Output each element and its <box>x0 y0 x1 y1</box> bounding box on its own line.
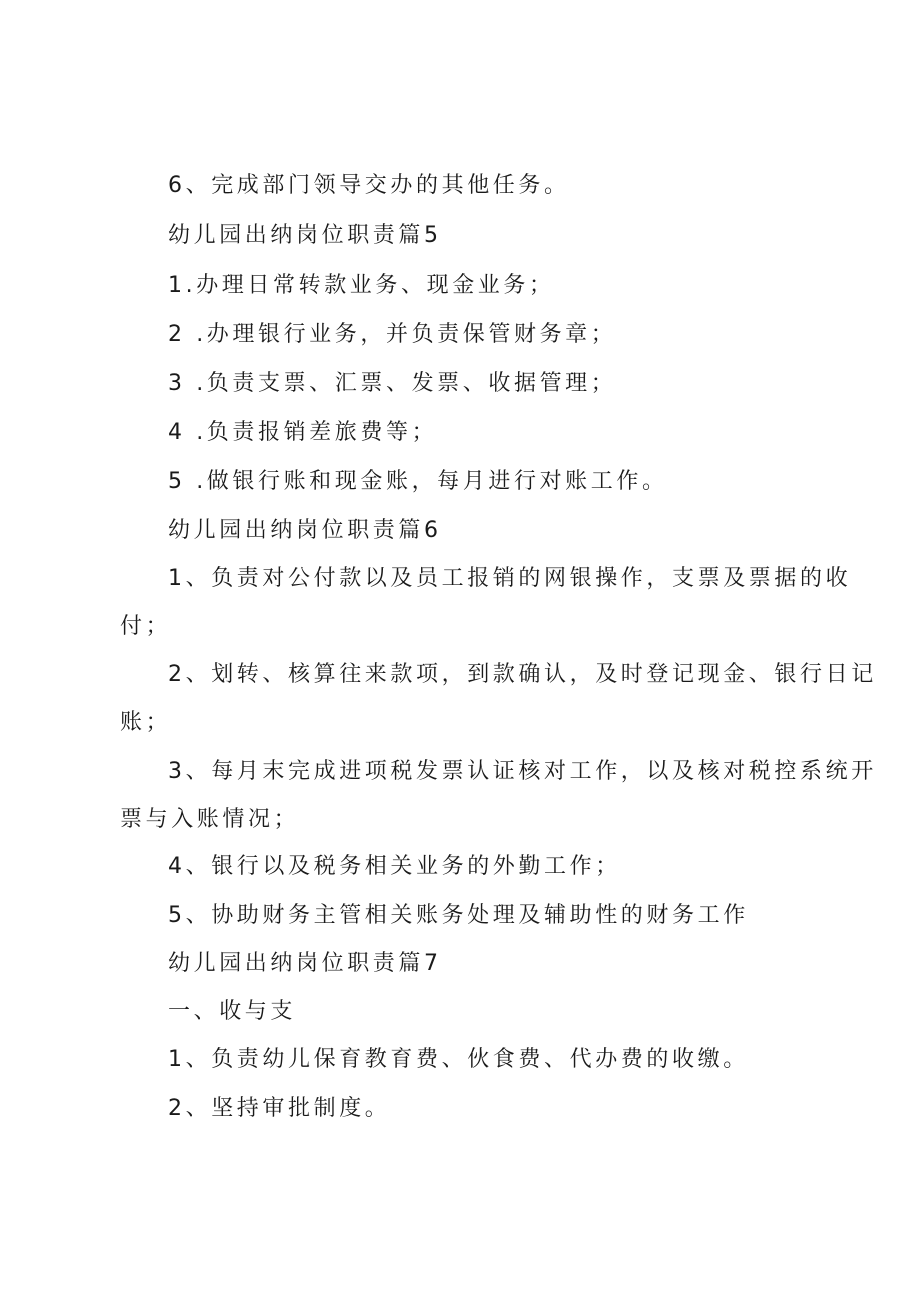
section-heading: 幼儿园出纳岗位职责篇5 <box>168 223 442 248</box>
paragraph-line: 5、协助财务主管相关账务处理及辅助性的财务工作 <box>168 903 749 928</box>
paragraph-line: 3 .负责支票、汇票、发票、收据管理； <box>168 371 617 396</box>
paragraph-line: 2、坚持审批制度。 <box>168 1096 391 1121</box>
paragraph-line: 1、负责幼儿保育教育费、伙食费、代办费的收缴。 <box>168 1047 749 1072</box>
paragraph-line-continued: 付； <box>120 614 172 639</box>
subsection-heading: 一、收与支 <box>168 999 297 1024</box>
paragraph-line: 6、完成部门领导交办的其他任务。 <box>168 173 570 198</box>
paragraph-line-continued: 票与入账情况； <box>120 807 300 832</box>
paragraph-line: 2 .办理银行业务，并负责保管财务章； <box>168 322 617 347</box>
paragraph-line-continued: 账； <box>120 710 172 735</box>
paragraph-line: 5 .做银行账和现金账，每月进行对账工作。 <box>168 469 668 494</box>
paragraph-line: 3、每月末完成进项税发票认证核对工作，以及核对税控系统开 <box>168 759 877 784</box>
paragraph-line: 1.办理日常转款业务、现金业务； <box>168 273 555 298</box>
section-heading: 幼儿园出纳岗位职责篇7 <box>168 951 442 976</box>
paragraph-line: 2、划转、核算往来款项，到款确认，及时登记现金、银行日记 <box>168 662 877 687</box>
paragraph-line: 1、负责对公付款以及员工报销的网银操作，支票及票据的收 <box>168 566 852 591</box>
section-heading: 幼儿园出纳岗位职责篇6 <box>168 518 442 543</box>
paragraph-line: 4 .负责报销差旅费等； <box>168 420 438 445</box>
paragraph-line: 4、银行以及税务相关业务的外勤工作； <box>168 854 621 879</box>
